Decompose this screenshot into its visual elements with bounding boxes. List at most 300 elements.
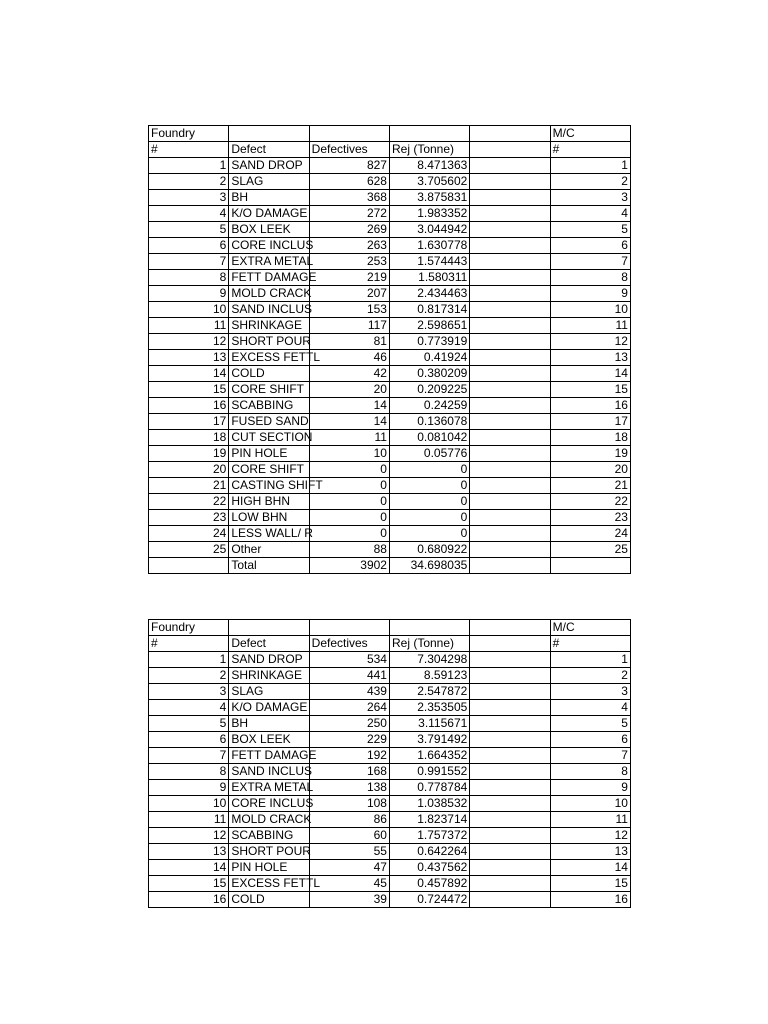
empty-cell (470, 158, 550, 174)
empty-cell (550, 558, 630, 574)
empty-cell (470, 652, 550, 668)
defect-table-1-body (149, 126, 631, 574)
rank-cell: 7 (149, 748, 229, 764)
empty-cell (470, 860, 550, 876)
mc-number-cell: 16 (550, 398, 630, 414)
rej-tonne-cell: 2.353505 (389, 700, 469, 716)
empty-cell (470, 796, 550, 812)
empty-cell (470, 462, 550, 478)
rej-tonne-cell: 1.580311 (389, 270, 469, 286)
mc-number-cell: 14 (550, 366, 630, 382)
empty-cell (470, 286, 550, 302)
mc-header: M/C (550, 126, 630, 142)
defect-cell: CORE INCLUS (229, 796, 309, 812)
rej-tonne-cell: 1.664352 (389, 748, 469, 764)
total-label: Total (229, 558, 309, 574)
mc-header: M/C (550, 620, 630, 636)
empty-cell (229, 620, 309, 636)
rej-tonne-cell: 0.778784 (389, 780, 469, 796)
defect-cell: K/O DAMAGE (229, 700, 309, 716)
empty-cell (389, 126, 469, 142)
defect-cell: BH (229, 716, 309, 732)
defect-cell: MOLD CRACK (229, 286, 309, 302)
mc-number-cell: 7 (550, 748, 630, 764)
rank-cell: 10 (149, 796, 229, 812)
rank-cell: 16 (149, 398, 229, 414)
empty-cell (470, 876, 550, 892)
table-row (149, 206, 631, 222)
table-row (149, 526, 631, 542)
empty-cell (470, 780, 550, 796)
defect-cell: BH (229, 190, 309, 206)
mc-number-cell: 20 (550, 462, 630, 478)
foundry-header: Foundry (149, 126, 229, 142)
empty-cell (470, 414, 550, 430)
rej-tonne-cell: 2.434463 (389, 286, 469, 302)
rej-tonne-cell: 8.59123 (389, 668, 469, 684)
defect-header: Defect (229, 636, 309, 652)
header-row-2 (149, 636, 631, 652)
empty-cell (470, 636, 550, 652)
mc-number-cell: 15 (550, 876, 630, 892)
defect-cell: COLD (229, 366, 309, 382)
empty-cell (470, 684, 550, 700)
rej-tonne-cell: 0 (389, 494, 469, 510)
table-row (149, 302, 631, 318)
defect-cell: SCABBING (229, 398, 309, 414)
defect-cell: PIN HOLE (229, 860, 309, 876)
empty-cell (470, 270, 550, 286)
defect-cell: HIGH BHN (229, 494, 309, 510)
defectives-cell: 219 (309, 270, 389, 286)
rank-cell: 10 (149, 302, 229, 318)
defectives-cell: 263 (309, 238, 389, 254)
defect-cell: SAND DROP (229, 652, 309, 668)
rank-cell: 2 (149, 174, 229, 190)
empty-cell (470, 398, 550, 414)
empty-cell (470, 238, 550, 254)
empty-cell (470, 748, 550, 764)
empty-cell (470, 206, 550, 222)
table-row (149, 382, 631, 398)
defectives-cell: 441 (309, 668, 389, 684)
mc-number-cell: 16 (550, 892, 630, 908)
table-row (149, 446, 631, 462)
defect-cell: LOW BHN (229, 510, 309, 526)
defectives-cell: 42 (309, 366, 389, 382)
defectives-cell: 0 (309, 526, 389, 542)
empty-cell (470, 126, 550, 142)
table-row (149, 174, 631, 190)
empty-cell (470, 668, 550, 684)
defectives-cell: 88 (309, 542, 389, 558)
rej-tonne-cell: 0.05776 (389, 446, 469, 462)
total-rej-tonne: 34.698035 (389, 558, 469, 574)
empty-cell (470, 732, 550, 748)
rank-cell: 18 (149, 430, 229, 446)
defectives-cell: 628 (309, 174, 389, 190)
mc-number-cell: 5 (550, 716, 630, 732)
table-row (149, 828, 631, 844)
mc-number-cell: 3 (550, 684, 630, 700)
mc-number-cell: 25 (550, 542, 630, 558)
defect-cell: MOLD CRACK (229, 812, 309, 828)
header-row-2 (149, 142, 631, 158)
empty-cell (470, 174, 550, 190)
defectives-cell: 60 (309, 828, 389, 844)
defect-cell: BOX LEEK (229, 222, 309, 238)
defectives-cell: 229 (309, 732, 389, 748)
mc-number-cell: 6 (550, 238, 630, 254)
defectives-cell: 0 (309, 494, 389, 510)
defect-cell: SCABBING (229, 828, 309, 844)
table-row (149, 668, 631, 684)
defect-cell: K/O DAMAGE (229, 206, 309, 222)
mc-number-cell: 15 (550, 382, 630, 398)
mc-number-cell: 13 (550, 844, 630, 860)
defect-cell: SHORT POUR (229, 334, 309, 350)
defectives-cell: 0 (309, 478, 389, 494)
defect-cell: CORE INCLUS (229, 238, 309, 254)
table-row (149, 270, 631, 286)
defect-cell: FETT DAMAGE (229, 270, 309, 286)
defectives-cell: 108 (309, 796, 389, 812)
mc-number-cell: 6 (550, 732, 630, 748)
mc-number-cell: 23 (550, 510, 630, 526)
defect-cell: LESS WALL/ R (229, 526, 309, 542)
rank-cell: 7 (149, 254, 229, 270)
rank-cell: 14 (149, 860, 229, 876)
defectives-cell: 20 (309, 382, 389, 398)
mc-number-cell: 8 (550, 270, 630, 286)
defectives-cell: 14 (309, 398, 389, 414)
rej-tonne-cell: 2.598651 (389, 318, 469, 334)
mc-number-cell: 10 (550, 796, 630, 812)
defectives-cell: 192 (309, 748, 389, 764)
table-row (149, 652, 631, 668)
rej-tonne-cell: 3.705602 (389, 174, 469, 190)
table-row (149, 478, 631, 494)
mc-number-cell: 1 (550, 652, 630, 668)
defectives-header: Defectives (309, 636, 389, 652)
mc-number-cell: 18 (550, 430, 630, 446)
empty-cell (470, 510, 550, 526)
table-row (149, 892, 631, 908)
rej-tonne-cell: 1.038532 (389, 796, 469, 812)
mc-number-cell: 4 (550, 206, 630, 222)
defect-cell: COLD (229, 892, 309, 908)
defect-cell: CUT SECTION (229, 430, 309, 446)
rank-cell: 8 (149, 270, 229, 286)
mc-number-cell: 4 (550, 700, 630, 716)
rank-cell: 11 (149, 318, 229, 334)
mc-number-cell: 8 (550, 764, 630, 780)
defect-cell: CORE SHIFT (229, 462, 309, 478)
number-header: # (149, 636, 229, 652)
empty-cell (470, 892, 550, 908)
total-defectives: 3902 (309, 558, 389, 574)
rej-tonne-cell: 0.41924 (389, 350, 469, 366)
defectives-cell: 534 (309, 652, 389, 668)
mc-number-cell: 1 (550, 158, 630, 174)
empty-cell (470, 558, 550, 574)
empty-cell (470, 318, 550, 334)
defect-cell: EXCESS FETTL (229, 876, 309, 892)
mc-number-cell: 22 (550, 494, 630, 510)
rank-cell: 13 (149, 350, 229, 366)
defect-cell: SAND DROP (229, 158, 309, 174)
rej-tonne-cell: 3.791492 (389, 732, 469, 748)
table-row (149, 318, 631, 334)
mc-number-cell: 14 (550, 860, 630, 876)
table-row (149, 796, 631, 812)
table-row (149, 542, 631, 558)
empty-cell (149, 558, 229, 574)
defect-cell: SAND INCLUS (229, 302, 309, 318)
defectives-cell: 0 (309, 462, 389, 478)
defectives-cell: 39 (309, 892, 389, 908)
empty-cell (309, 620, 389, 636)
rank-cell: 16 (149, 892, 229, 908)
defect-cell: BOX LEEK (229, 732, 309, 748)
rej-tonne-cell: 0.724472 (389, 892, 469, 908)
rej-tonne-cell: 0.136078 (389, 414, 469, 430)
rank-cell: 1 (149, 652, 229, 668)
defect-cell: CORE SHIFT (229, 382, 309, 398)
rank-cell: 13 (149, 844, 229, 860)
defect-cell: SLAG (229, 174, 309, 190)
mc-number-header: # (550, 636, 630, 652)
rank-cell: 23 (149, 510, 229, 526)
number-header: # (149, 142, 229, 158)
table-row (149, 780, 631, 796)
rank-cell: 4 (149, 700, 229, 716)
defect-cell: EXTRA METAL (229, 254, 309, 270)
mc-number-cell: 11 (550, 812, 630, 828)
rej-tonne-cell: 0.817314 (389, 302, 469, 318)
mc-number-cell: 12 (550, 828, 630, 844)
defectives-cell: 81 (309, 334, 389, 350)
defect-table-2-body (149, 620, 631, 908)
rank-cell: 11 (149, 812, 229, 828)
rank-cell: 9 (149, 780, 229, 796)
defectives-cell: 46 (309, 350, 389, 366)
rank-cell: 4 (149, 206, 229, 222)
defect-cell: EXTRA METAL (229, 780, 309, 796)
rej-tonne-cell: 0 (389, 478, 469, 494)
defectives-cell: 86 (309, 812, 389, 828)
empty-cell (470, 494, 550, 510)
defectives-cell: 439 (309, 684, 389, 700)
defectives-cell: 272 (309, 206, 389, 222)
table-row (149, 876, 631, 892)
mc-number-cell: 5 (550, 222, 630, 238)
rank-cell: 25 (149, 542, 229, 558)
rej-tonne-cell: 8.471363 (389, 158, 469, 174)
table-row (149, 286, 631, 302)
rank-cell: 3 (149, 190, 229, 206)
empty-cell (470, 620, 550, 636)
rej-tonne-cell: 3.115671 (389, 716, 469, 732)
table-row (149, 158, 631, 174)
defectives-cell: 10 (309, 446, 389, 462)
defectives-cell: 264 (309, 700, 389, 716)
table-row (149, 254, 631, 270)
empty-cell (470, 142, 550, 158)
header-row-1 (149, 620, 631, 636)
defectives-cell: 368 (309, 190, 389, 206)
mc-number-cell: 2 (550, 668, 630, 684)
defectives-cell: 14 (309, 414, 389, 430)
defectives-cell: 47 (309, 860, 389, 876)
mc-number-cell: 7 (550, 254, 630, 270)
empty-cell (470, 222, 550, 238)
defect-table-2 (148, 619, 631, 908)
mc-number-cell: 17 (550, 414, 630, 430)
rej-tonne-cell: 0 (389, 462, 469, 478)
defect-cell: Other (229, 542, 309, 558)
defectives-cell: 55 (309, 844, 389, 860)
defect-cell: PIN HOLE (229, 446, 309, 462)
empty-cell (470, 812, 550, 828)
table-row (149, 860, 631, 876)
empty-cell (309, 126, 389, 142)
defectives-cell: 269 (309, 222, 389, 238)
table-row (149, 844, 631, 860)
rej-tonne-header: Rej (Tonne) (389, 142, 469, 158)
table-row (149, 716, 631, 732)
rank-cell: 15 (149, 382, 229, 398)
empty-cell (470, 478, 550, 494)
empty-cell (470, 526, 550, 542)
empty-cell (470, 302, 550, 318)
rank-cell: 22 (149, 494, 229, 510)
rank-cell: 12 (149, 828, 229, 844)
defect-cell: SHORT POUR (229, 844, 309, 860)
rank-cell: 6 (149, 238, 229, 254)
empty-cell (470, 430, 550, 446)
rank-cell: 9 (149, 286, 229, 302)
table-row (149, 238, 631, 254)
defectives-cell: 250 (309, 716, 389, 732)
foundry-header: Foundry (149, 620, 229, 636)
table-row (149, 222, 631, 238)
defect-table-1 (148, 125, 631, 574)
empty-cell (470, 700, 550, 716)
table-row (149, 462, 631, 478)
rej-tonne-header: Rej (Tonne) (389, 636, 469, 652)
rank-cell: 12 (149, 334, 229, 350)
defectives-cell: 138 (309, 780, 389, 796)
table-row (149, 700, 631, 716)
defect-cell: SAND INCLUS (229, 764, 309, 780)
rej-tonne-cell: 0.380209 (389, 366, 469, 382)
mc-number-cell: 3 (550, 190, 630, 206)
defect-cell: SLAG (229, 684, 309, 700)
empty-cell (470, 334, 550, 350)
mc-number-cell: 9 (550, 780, 630, 796)
defectives-header: Defectives (309, 142, 389, 158)
defect-cell: FUSED SAND (229, 414, 309, 430)
defect-cell: CASTING SHIFT (229, 478, 309, 494)
defect-cell: EXCESS FETTL (229, 350, 309, 366)
table-row (149, 350, 631, 366)
rej-tonne-cell: 1.630778 (389, 238, 469, 254)
table-row (149, 684, 631, 700)
empty-cell (470, 844, 550, 860)
mc-number-cell: 21 (550, 478, 630, 494)
rej-tonne-cell: 3.044942 (389, 222, 469, 238)
rej-tonne-cell: 0 (389, 526, 469, 542)
rank-cell: 3 (149, 684, 229, 700)
rank-cell: 14 (149, 366, 229, 382)
rank-cell: 8 (149, 764, 229, 780)
rej-tonne-cell: 7.304298 (389, 652, 469, 668)
rank-cell: 17 (149, 414, 229, 430)
rej-tonne-cell: 1.983352 (389, 206, 469, 222)
mc-number-cell: 13 (550, 350, 630, 366)
total-row (149, 558, 631, 574)
rank-cell: 2 (149, 668, 229, 684)
rej-tonne-cell: 0.773919 (389, 334, 469, 350)
defectives-cell: 0 (309, 510, 389, 526)
rej-tonne-cell: 1.574443 (389, 254, 469, 270)
table-row (149, 334, 631, 350)
mc-number-cell: 11 (550, 318, 630, 334)
table-row (149, 764, 631, 780)
defect-cell: SHRINKAGE (229, 668, 309, 684)
rej-tonne-cell: 1.757372 (389, 828, 469, 844)
defectives-cell: 207 (309, 286, 389, 302)
rej-tonne-cell: 0.24259 (389, 398, 469, 414)
table-row (149, 812, 631, 828)
empty-cell (470, 828, 550, 844)
table-row (149, 430, 631, 446)
rej-tonne-cell: 2.547872 (389, 684, 469, 700)
table-row (149, 398, 631, 414)
defect-cell: SHRINKAGE (229, 318, 309, 334)
mc-number-cell: 12 (550, 334, 630, 350)
rank-cell: 1 (149, 158, 229, 174)
rank-cell: 15 (149, 876, 229, 892)
table-row (149, 510, 631, 526)
empty-cell (470, 190, 550, 206)
defectives-cell: 253 (309, 254, 389, 270)
empty-cell (389, 620, 469, 636)
rej-tonne-cell: 0.209225 (389, 382, 469, 398)
defectives-cell: 11 (309, 430, 389, 446)
defectives-cell: 827 (309, 158, 389, 174)
rej-tonne-cell: 3.875831 (389, 190, 469, 206)
header-row-1 (149, 126, 631, 142)
empty-cell (470, 542, 550, 558)
rej-tonne-cell: 0.642264 (389, 844, 469, 860)
mc-number-header: # (550, 142, 630, 158)
rej-tonne-cell: 0.437562 (389, 860, 469, 876)
defect-cell: FETT DAMAGE (229, 748, 309, 764)
defectives-cell: 117 (309, 318, 389, 334)
empty-cell (470, 382, 550, 398)
empty-cell (470, 350, 550, 366)
table-row (149, 732, 631, 748)
mc-number-cell: 9 (550, 286, 630, 302)
rank-cell: 5 (149, 222, 229, 238)
rank-cell: 6 (149, 732, 229, 748)
empty-cell (470, 764, 550, 780)
rej-tonne-cell: 0 (389, 510, 469, 526)
rej-tonne-cell: 1.823714 (389, 812, 469, 828)
mc-number-cell: 24 (550, 526, 630, 542)
